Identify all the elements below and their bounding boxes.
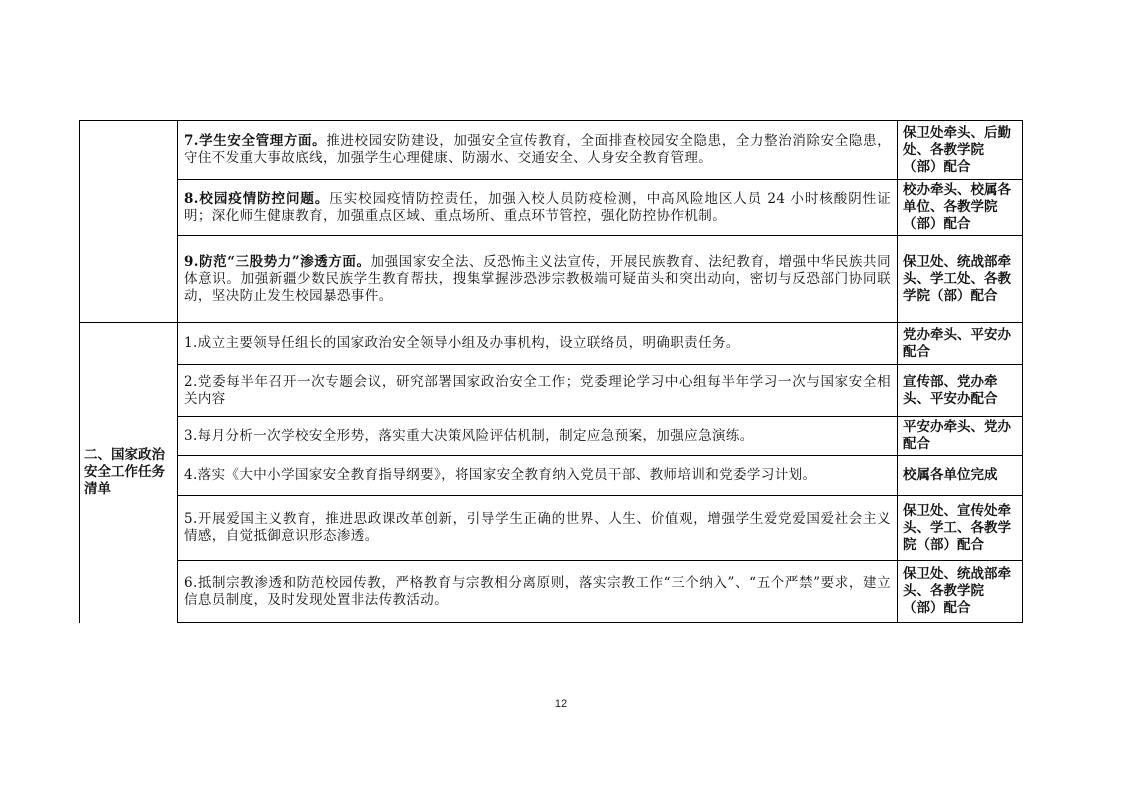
task-title: 8.校园疫情防控问题。 [184,190,330,207]
section-cell-continued [80,121,178,323]
task-text: 压实校园疫情防控责任，加强入校人员防疫检测，中高风险地区人员 24 小时核酸阴性证明；深化师生健康教育，加强重点区域、重点场所、重点环节管控，强化防控协作机制。 [184,190,891,224]
table-row [80,323,1023,365]
responsible-cell: 保卫处牵头、后勤处、各教学院（部）配合 [898,121,1023,180]
task-cell: 3.每月分析一次学校安全形势，落实重大决策风险评估机制，制定应急预案，加强应急演练。 [178,417,898,456]
responsible-cell: 宣传部、党办牵头、平安办配合 [898,365,1023,417]
table-row [80,365,1023,417]
task-title: 7.学生安全管理方面。 [184,133,327,149]
table-row [80,417,1023,456]
table-row [80,236,1023,323]
task-cell [178,121,898,180]
task-cell [178,180,898,236]
table-row [80,496,1023,561]
table-row [80,121,1023,180]
task-cell: 5.开展爱国主义教育，推进思政课改革创新，引导学生正确的世界、人生、价值观，增强学生爱党爱国爱社会主义情感，自觉抵御意识形态渗透。 [178,496,898,561]
task-cell [178,236,898,323]
task-cell: 2.党委每半年召开一次专题会议，研究部署国家政治安全工作；党委理论学习中心组每半年学习一次与国家安全相关内容 [178,365,898,417]
responsible-cell: 平安办牵头、党办配合 [898,417,1023,456]
task-cell: 1.成立主要领导任组长的国家政治安全领导小组及办事机构，设立联络员，明确职责任务。 [178,323,898,365]
responsible-cell: 保卫处、宣传处牵头、学工、各教学院（部）配合 [898,496,1023,561]
table-row [80,180,1023,236]
table-row [80,456,1023,496]
responsible-cell: 保卫处、统战部牵头、学工处、各教学院（部）配合 [898,236,1023,323]
responsible-cell: 党办牵头、平安办配合 [898,323,1023,365]
task-text: 推进校园安防建设，加强安全宣传教育，全面排查校园安全隐患，全力整治消除安全隐患，守住不发重大事故底线，加强学生心理健康、防溺水、交通安全、人身安全教育管理。 [184,133,892,166]
task-table [79,120,1023,623]
task-text: 加强国家安全法、反恐怖主义法宣传，开展民族教育、法纪教育，增强中华民族共同体意识。加强新疆少数民族学生教育帮扶，搜集掌握涉恐涉宗教极端可疑苗头和突出动向，密切与反恐部门协同联动，坚决防止发生校园暴恐事件。 [184,253,891,304]
table-row [80,561,1023,623]
section-title: 二、国家政治安全工作任务清单 [80,323,178,623]
task-cell: 4.落实《大中小学国家安全教育指导纲要》，将国家安全教育纳入党员干部、教师培训和党委学习计划。 [178,456,898,496]
page-number: 12 [554,698,568,710]
responsible-cell: 校办牵头、校属各单位、各教学院（部）配合 [898,180,1023,236]
task-cell: 6.抵制宗教渗透和防范校园传教，严格教育与宗教相分离原则，落实宗教工作“三个纳入”、“五个严禁”要求，建立信息员制度，及时发现处置非法传教活动。 [178,561,898,623]
responsible-cell: 校属各单位完成 [898,456,1023,496]
task-title: 9.防范“三股势力”渗透方面。 [184,253,371,270]
responsible-cell: 保卫处、统战部牵头、各教学院（部）配合 [898,561,1023,623]
